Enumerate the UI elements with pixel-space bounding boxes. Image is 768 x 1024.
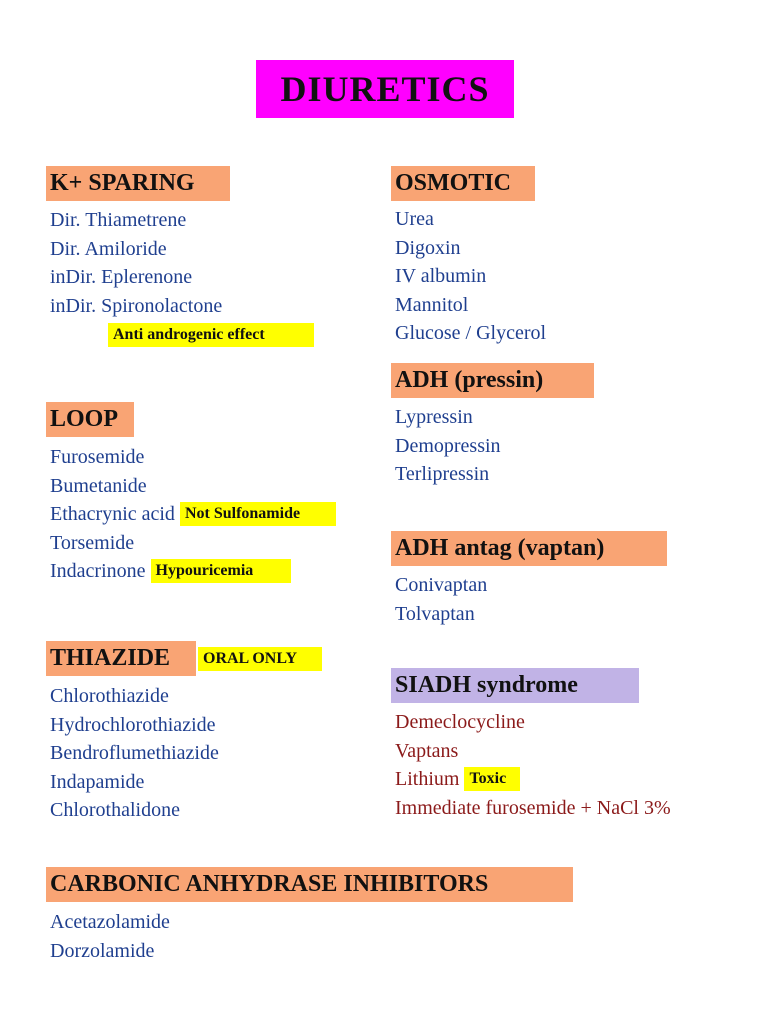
loop-list [50, 443, 336, 586]
list-item: Hydrochlorothiazide [50, 713, 216, 736]
k-sparing-list [50, 206, 222, 320]
adh-header: ADH (pressin) [391, 363, 594, 398]
list-item: Tolvaptan [395, 602, 475, 625]
anti-androgenic-note: Anti androgenic effect [108, 323, 314, 347]
oral-only-note: ORAL ONLY [198, 647, 322, 671]
list-item: Bumetanide [50, 474, 147, 497]
list-item: Terlipressin [395, 463, 490, 485]
list-item: Chlorothalidone [50, 799, 180, 821]
list-item: IV albumin [395, 265, 487, 287]
list-item: Urea [395, 208, 434, 230]
list-item: Mannitol [395, 293, 469, 316]
hypouricemia-note: Hypouricemia [151, 559, 291, 583]
list-item: Bendroflumethiazide [50, 742, 219, 764]
thiazide-header: THIAZIDE [46, 641, 196, 676]
adh-list [395, 403, 501, 489]
list-item [50, 557, 336, 586]
list-item: Immediate furosemide + NaCl 3% [395, 796, 671, 819]
list-item: Digoxin [395, 236, 461, 259]
siadh-header: SIADH syndrome [391, 668, 639, 703]
list-item: Demopressin [395, 434, 501, 457]
list-item: Acetazolamide [50, 911, 170, 933]
list-item [50, 500, 336, 529]
not-sulfonamide-note: Not Sulfonamide [180, 502, 336, 526]
list-item: Vaptans [395, 739, 459, 762]
carbonic-anhydrase-header: CARBONIC ANHYDRASE INHIBITORS [46, 867, 573, 902]
list-item: Demeclocycline [395, 711, 525, 733]
adh-antag-list [395, 571, 487, 628]
list-item-label: Lithium [395, 768, 460, 790]
list-item: Glucose / Glycerol [395, 322, 547, 344]
list-item: inDir. Eplerenone [50, 266, 193, 288]
loop-header: LOOP [46, 402, 134, 437]
thiazide-list [50, 682, 219, 825]
list-item: Torsemide [50, 531, 135, 554]
list-item: Dir. Amiloride [50, 237, 167, 260]
list-item: Furosemide [50, 446, 145, 468]
page-title: DIURETICS [256, 60, 514, 118]
toxic-note: Toxic [464, 767, 520, 791]
carbonic-anhydrase-list [50, 908, 170, 965]
osmotic-header: OSMOTIC [391, 166, 535, 201]
list-item: Chlorothiazide [50, 685, 169, 707]
list-item-label: Indacrinone [50, 560, 146, 582]
list-item: Dorzolamide [50, 939, 155, 962]
list-item [395, 765, 671, 794]
adh-antag-header: ADH antag (vaptan) [391, 531, 667, 566]
list-item: inDir. Spironolactone [50, 294, 223, 317]
list-item: Dir. Thiametrene [50, 209, 187, 231]
siadh-list [395, 708, 671, 822]
list-item-label: Ethacrynic acid [50, 503, 175, 525]
list-item: Indapamide [50, 770, 145, 793]
k-sparing-header: K+ SPARING [46, 166, 230, 201]
list-item: Conivaptan [395, 574, 488, 596]
list-item: Lypressin [395, 406, 473, 428]
osmotic-list [395, 205, 546, 348]
